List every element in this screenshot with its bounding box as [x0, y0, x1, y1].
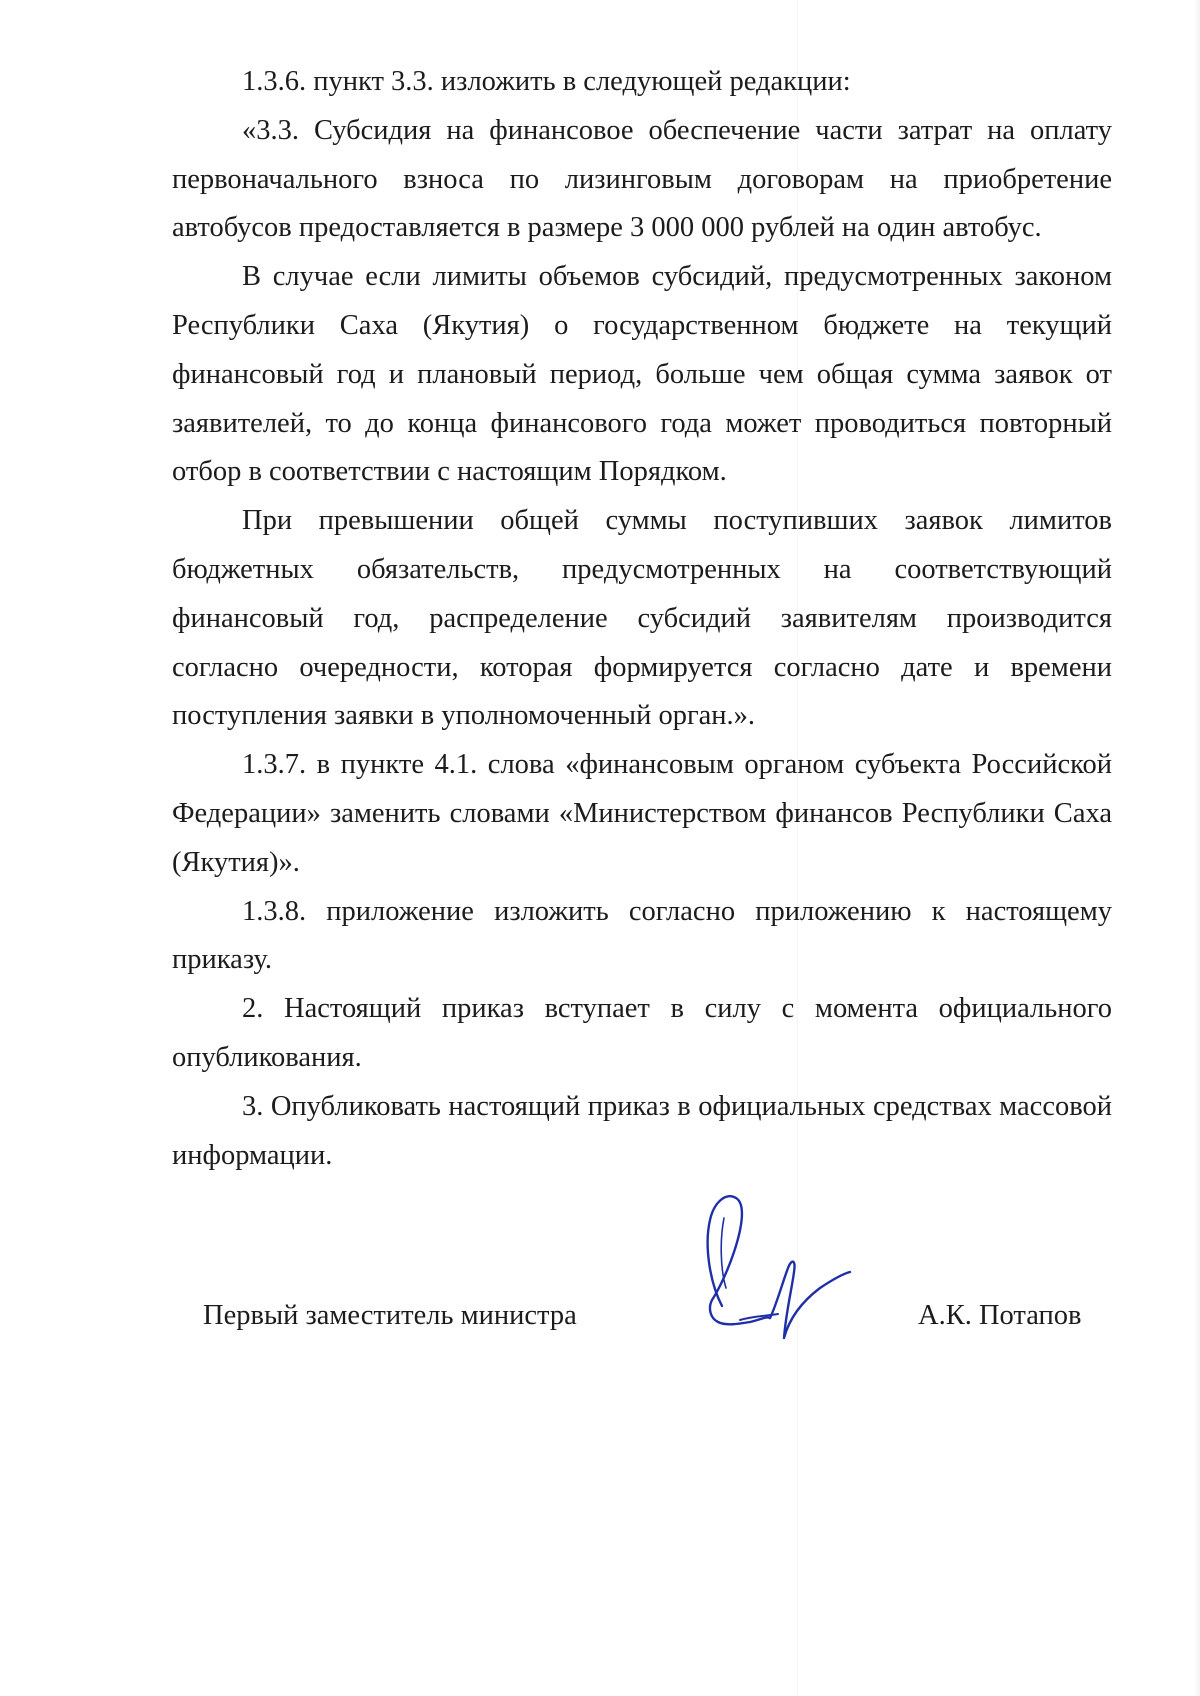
- signatory-title: Первый заместитель министра: [203, 1300, 577, 1331]
- signatory-name: А.К. Потапов: [918, 1300, 1082, 1331]
- signature-stroke-loop: [708, 1196, 770, 1324]
- signature-stroke-flourish: [770, 1262, 850, 1338]
- paragraph-3-3: «3.3. Субсидия на финансовое обеспечение части затрат на оплату первоначального взноса по лизинговым договорам на приобретение автобусов предоставляется в размере 3 000 000 рублей на один автобус.: [172, 114, 1112, 244]
- paragraph-1-3-8: 1.3.8. приложение изложить согласно приложению к настоящему приказу.: [172, 895, 1112, 976]
- paragraph-excess: При превышении общей суммы поступивших заявок лимитов бюджетных обязательств, предусмотренных на соответствующий финансовый год, распределение субсидий заявителям производится согласно очередности, которая формируется согласно дате и времени поступления заявки в уполномоченный орган.».: [172, 505, 1112, 732]
- paragraph-1-3-7: 1.3.7. в пункте 4.1. слова «финансовым органом субъекта Российской Федерации» заменить словами «Министерством финансов Республики Саха (Якутия)».: [172, 749, 1112, 878]
- paragraph-limits: В случае если лимиты объемов субсидий, предусмотренных законом Республики Саха (Якутия) о государственном бюджете на текущий финансовый год и плановый период, больше чем общая сумма заявок от заявителей, то до конца финансового года может проводиться повторный отбор в соответствии с настоящим Порядком.: [172, 261, 1112, 488]
- paragraph-3: 3. Опубликовать настоящий приказ в официальных средствах массовой информации.: [172, 1090, 1112, 1171]
- handwritten-signature: [680, 1188, 860, 1348]
- paragraph-1-3-6: 1.3.6. пункт 3.3. изложить в следующей редакции:: [242, 66, 851, 97]
- paragraph-2: 2. Настоящий приказ вступает в силу с момента официального опубликования.: [172, 993, 1112, 1073]
